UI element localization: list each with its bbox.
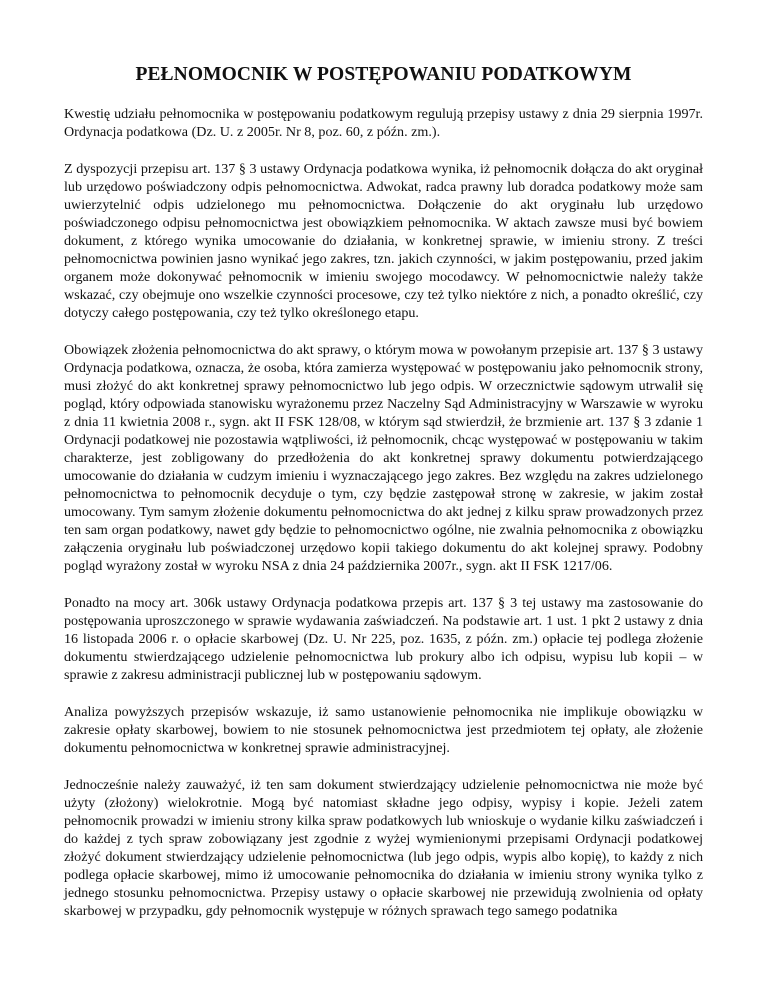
paragraph-art306k-stamp-duty: Ponadto na mocy art. 306k ustawy Ordynacja podatkowa przepis art. 137 § 3 tej ustawy ma zastosowanie do postępowania uproszczonego w sprawie wydawania zaświadczeń. Na podstawie art. 1 ust. 1 pkt 2 ustawy z dnia 16 listopada 2006 r. o opłacie skarbowej (Dz. U. Nr 225, poz. 1635, z późn. zm.) opłacie tej podlega złożenie dokumentu stwierdzającego udzielenie pełnomocnictwa lub prokury albo ich odpisu, wypisu lub kopii – w sprawie z zakresu administracji publicznej lub w postępowaniu sądowym. <box>64 595 703 683</box>
paragraph-case-law: Obowiązek złożenia pełnomocnictwa do akt sprawy, o którym mowa w powołanym przepisie art. 137 § 3 ustawy Ordynacja podatkowa, oznacza, że osoba, która zamierza występować w postępowaniu jako pełnomocnik strony, musi złożyć do akt konkretnej sprawy pełnomocnictwo lub jego odpis. W orzecznictwie sądowym utrwalił się pogląd, który odpowiada stanowisku wyrażonemu przez Naczelny Sąd Administracyjny w Warszawie w wyroku z dnia 11 kwietnia 2008 r., sygn. akt II FSK 128/08, w którym sąd stwierdził, że brzmienie art. 137 § 3 zdanie 1 Ordynacji podatkowej nie pozostawia wątpliwości, iż pełnomocnik, chcąc występować w postępowaniu w takim charakterze, jest zobligowany do przedłożenia do akt konkretnej sprawy dokumentu potwierdzającego umocowanie do działania w cudzym imieniu i wyznaczającego jego zakres. Bez względu na zakres udzielonego pełnomocnictwa to pełnomocnik decyduje o tym, czy będzie zastępował stronę w zakresie, w jakim został umocowany. Tym samym złożenie dokumentu pełnomocnictwa do akt jednej z kilku spraw prowadzonych przez ten sam organ podatkowy, nawet gdy będzie to pełnomocnictwo ogólne, nie zwalnia pełnomocnika z obowiązku załączenia oryginału lub poświadczonej urzędowo kopii takiego dokumentu do akt kolejnej sprawy. Podobny pogląd wyrażony został w wyroku NSA z dnia 24 października 2007r., sygn. akt II FSK 1217/06. <box>64 342 703 574</box>
paragraph-multiple-cases: Jednocześnie należy zauważyć, iż ten sam dokument stwierdzający udzielenie pełnomocnictwa nie może być użyty (złożony) wielokrotnie. Mogą być natomiast składne jego odpisy, wypisy i kopie. Jeżeli zatem pełnomocnik prowadzi w imieniu strony kilka spraw podatkowych lub wnioskuje o wydanie kilku zaświadczeń i do każdej z tych spraw zobowiązany jest zgodnie z wyżej wymienionymi przepisami Ordynacji podatkowej złożyć dokument stwierdzający udzielenie pełnomocnictwa (lub jego odpis, wypis albo kopię), to każdy z nich podlega opłacie skarbowej, mimo iż umocowanie pełnomocnika do działania w imieniu strony wynika tylko z jednego stosunku pełnomocnictwa. Przepisy ustawy o opłacie skarbowej nie przewidują zwolnienia od opłaty skarbowej w przypadku, gdy pełnomocnik występuje w różnych sprawach tego samego podatnika <box>64 777 703 919</box>
paragraph-art137-obligation: Z dyspozycji przepisu art. 137 § 3 ustawy Ordynacja podatkowa wynika, iż pełnomocnik dołącza do akt oryginał lub urzędowo poświadczony odpis pełnomocnictwa. Adwokat, radca prawny lub doradca podatkowy może sam uwierzytelnić odpis udzielonego mu pełnomocnictwa. Dołączenie do akt oryginału lub urzędowo poświadczonego odpisu pełnomocnictwa jest obowiązkiem pełnomocnika. W aktach zawsze musi być bowiem dokument, z którego wynika umocowanie do działania, w konkretnej sprawie, w imieniu strony. Z treści pełnomocnictwa powinien jasno wynikać jego zakres, tzn. jakich czynności, w jakim postępowaniu, przed jakim organem może dokonywać pełnomocnik w imieniu swojego mocodawcy. W pełnomocnictwie należy także wskazać, czy obejmuje ono wszelkie czynności procesowe, czy też tylko niektóre z nich, a ponadto określić, czy dotyczy całego postępowania, czy też tylko określonego etapu. <box>64 161 703 321</box>
document-title: PEŁNOMOCNIK W POSTĘPOWANIU PODATKOWYM <box>135 64 632 85</box>
paragraph-analysis: Analiza powyższych przepisów wskazuje, iż samo ustanowienie pełnomocnika nie implikuje obowiązku w zakresie opłaty skarbowej, bowiem to nie stosunek pełnomocnictwa jest przedmiotem tej opłaty, ale złożenie dokumentu pełnomocnictwa w konkretnej sprawie administracyjnej. <box>64 704 703 756</box>
paragraph-intro: Kwestię udziału pełnomocnika w postępowaniu podatkowym regulują przepisy ustawy z dnia 29 sierpnia 1997r. Ordynacja podatkowa (Dz. U. z 2005r. Nr 8, poz. 60, z późn. zm.). <box>64 106 703 140</box>
